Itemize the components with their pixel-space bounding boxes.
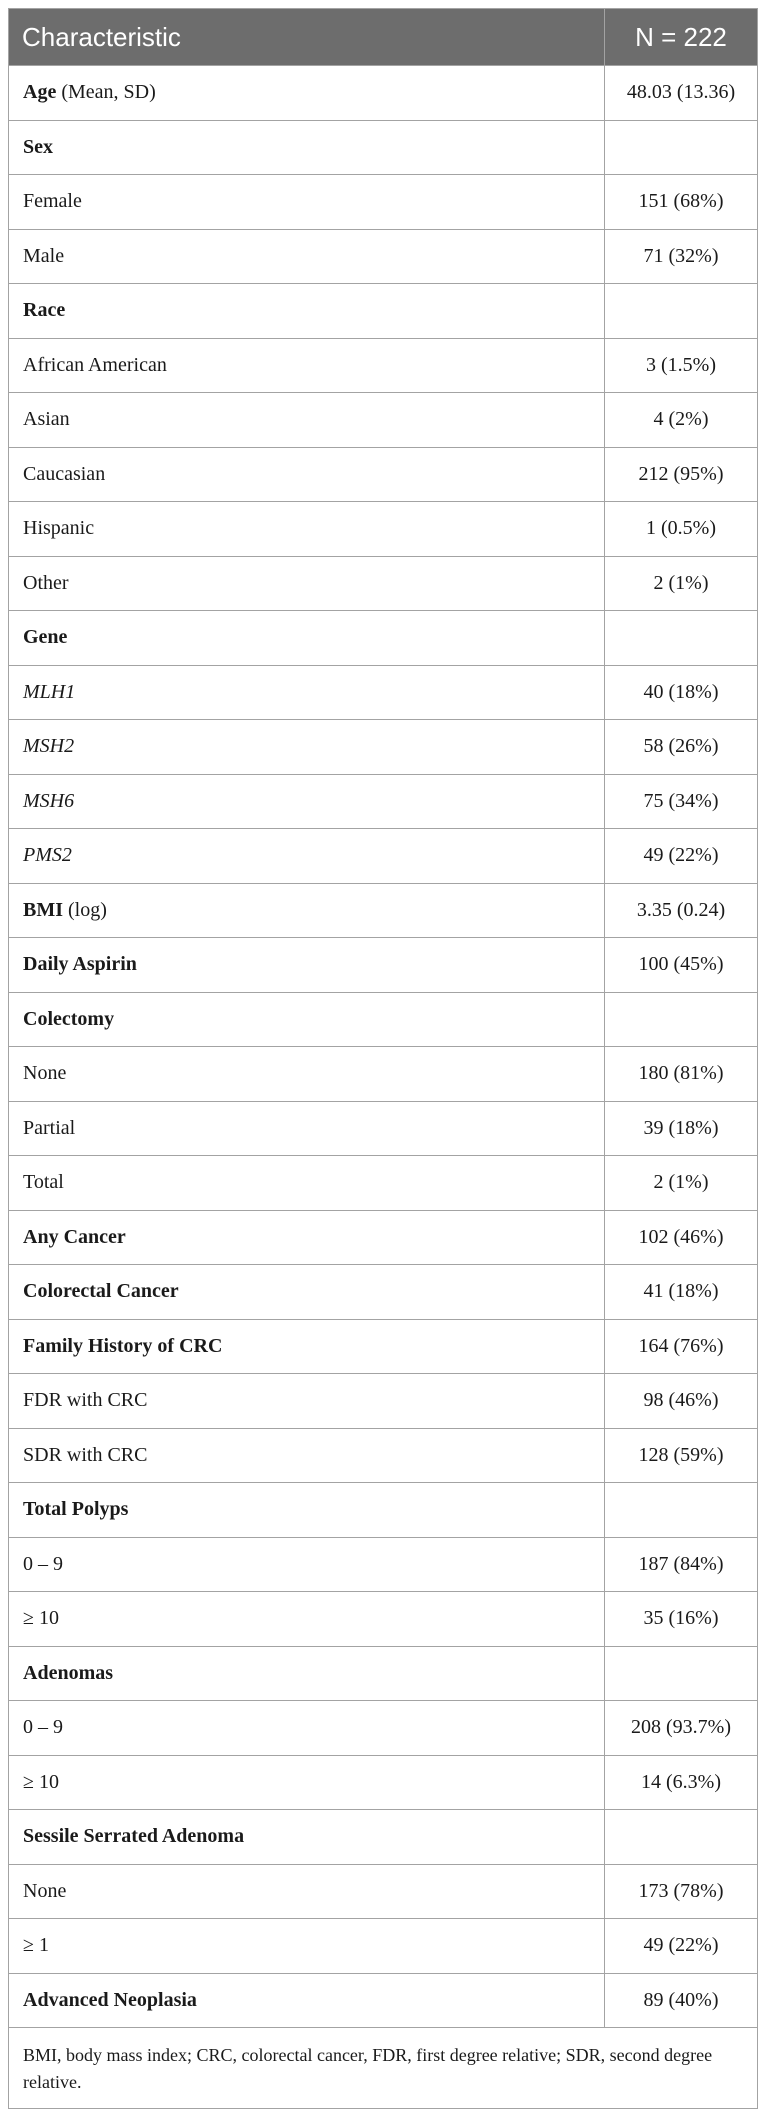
- table-body: [9, 65, 757, 2027]
- row-value: 2 (1%): [604, 1156, 757, 1210]
- table-header: [9, 9, 757, 65]
- row-label: Hispanic: [23, 517, 95, 540]
- row-label: Colorectal Cancer: [23, 1280, 179, 1303]
- row-label: Colectomy: [23, 1007, 115, 1030]
- row-characteristic: [9, 666, 604, 720]
- table-row: [9, 1864, 757, 1919]
- row-label-suffix: (Mean, SD): [56, 81, 156, 104]
- table-row: [9, 392, 757, 447]
- table-row: [9, 1809, 757, 1864]
- table-row: [9, 610, 757, 665]
- row-characteristic: [9, 1211, 604, 1265]
- row-characteristic: [9, 502, 604, 556]
- row-characteristic: [9, 1483, 604, 1537]
- table-row: [9, 1428, 757, 1483]
- row-label: ≥ 10: [23, 1770, 59, 1793]
- row-characteristic: [9, 1374, 604, 1428]
- row-characteristic: [9, 66, 604, 120]
- row-label: Other: [23, 571, 69, 594]
- row-value: [604, 1647, 757, 1701]
- row-value: 4 (2%): [604, 393, 757, 447]
- table-row: [9, 1101, 757, 1156]
- row-value: 49 (22%): [604, 1919, 757, 1973]
- row-value: 98 (46%): [604, 1374, 757, 1428]
- row-label: SDR with CRC: [23, 1443, 148, 1466]
- row-characteristic: [9, 1810, 604, 1864]
- row-value: 58 (26%): [604, 720, 757, 774]
- row-characteristic: [9, 884, 604, 938]
- row-label: ≥ 10: [23, 1607, 59, 1630]
- table-row: [9, 174, 757, 229]
- row-label: Any Cancer: [23, 1225, 126, 1248]
- table-row: [9, 1755, 757, 1810]
- row-value: 89 (40%): [604, 1974, 757, 2028]
- row-value: [604, 993, 757, 1047]
- row-label: Family History of CRC: [23, 1334, 223, 1357]
- row-value: 100 (45%): [604, 938, 757, 992]
- row-characteristic: [9, 557, 604, 611]
- table-row: [9, 1591, 757, 1646]
- row-value: 187 (84%): [604, 1538, 757, 1592]
- row-characteristic: [9, 1156, 604, 1210]
- row-characteristic: [9, 448, 604, 502]
- row-value: 102 (46%): [604, 1211, 757, 1265]
- row-characteristic: [9, 175, 604, 229]
- row-value: [604, 1810, 757, 1864]
- row-value: 208 (93.7%): [604, 1701, 757, 1755]
- table-row: [9, 1373, 757, 1428]
- table-row: [9, 229, 757, 284]
- row-value: 71 (32%): [604, 230, 757, 284]
- table-row: [9, 120, 757, 175]
- row-label: 0 – 9: [23, 1552, 63, 1575]
- row-label: Male: [23, 244, 65, 267]
- table-row: [9, 1482, 757, 1537]
- row-characteristic: [9, 1592, 604, 1646]
- row-characteristic: [9, 1047, 604, 1101]
- table-row: [9, 338, 757, 393]
- row-characteristic: [9, 1974, 604, 2028]
- row-characteristic: [9, 1647, 604, 1701]
- table-row: [9, 719, 757, 774]
- table-row: [9, 1155, 757, 1210]
- row-value: 48.03 (13.36): [604, 66, 757, 120]
- row-value: 151 (68%): [604, 175, 757, 229]
- row-label: Caucasian: [23, 462, 106, 485]
- row-value: [604, 1483, 757, 1537]
- row-value: 35 (16%): [604, 1592, 757, 1646]
- row-label: 0 – 9: [23, 1716, 63, 1739]
- row-characteristic: [9, 775, 604, 829]
- table-row: [9, 1210, 757, 1265]
- row-label: Age: [23, 81, 57, 104]
- table-row: [9, 65, 757, 120]
- row-value: 40 (18%): [604, 666, 757, 720]
- row-characteristic: [9, 393, 604, 447]
- row-value: 3 (1.5%): [604, 339, 757, 393]
- row-characteristic: [9, 1265, 604, 1319]
- row-label: Female: [23, 190, 82, 213]
- table-row: [9, 1973, 757, 2028]
- table-row: [9, 447, 757, 502]
- table-row: [9, 1646, 757, 1701]
- row-value: 164 (76%): [604, 1320, 757, 1374]
- table-row: [9, 883, 757, 938]
- header-n: N = 222: [604, 9, 757, 65]
- row-characteristic: [9, 1865, 604, 1919]
- row-value: [604, 121, 757, 175]
- row-label: MLH1: [23, 680, 76, 703]
- row-characteristic: [9, 284, 604, 338]
- table-row: [9, 992, 757, 1047]
- table-row: [9, 1046, 757, 1101]
- row-label: Asian: [23, 408, 70, 431]
- table-row: [9, 937, 757, 992]
- row-value: 3.35 (0.24): [604, 884, 757, 938]
- row-value: 14 (6.3%): [604, 1756, 757, 1810]
- row-characteristic: [9, 121, 604, 175]
- row-label: Adenomas: [23, 1661, 114, 1684]
- row-characteristic: [9, 993, 604, 1047]
- row-label-suffix: (log): [63, 898, 107, 921]
- row-characteristic: [9, 611, 604, 665]
- table-row: [9, 283, 757, 338]
- row-label: ≥ 1: [23, 1934, 49, 1957]
- row-characteristic: [9, 720, 604, 774]
- table-row: [9, 1700, 757, 1755]
- row-characteristic: [9, 230, 604, 284]
- row-characteristic: [9, 1756, 604, 1810]
- table-row: [9, 665, 757, 720]
- table-footnote: BMI, body mass index; CRC, colorectal cancer, FDR, first degree relative; SDR, second degree relative.: [9, 2027, 757, 2108]
- row-label: MSH2: [23, 735, 75, 758]
- table-row: [9, 774, 757, 829]
- row-label: Sex: [23, 135, 53, 158]
- table-row: [9, 1319, 757, 1374]
- row-label: Sessile Serrated Adenoma: [23, 1825, 245, 1848]
- row-characteristic: [9, 1102, 604, 1156]
- row-value: 41 (18%): [604, 1265, 757, 1319]
- table-row: [9, 1264, 757, 1319]
- row-value: 212 (95%): [604, 448, 757, 502]
- row-characteristic: [9, 339, 604, 393]
- row-label: Total: [23, 1171, 64, 1194]
- row-value: [604, 611, 757, 665]
- row-label: Gene: [23, 626, 68, 649]
- row-label: African American: [23, 353, 167, 376]
- table-row: [9, 828, 757, 883]
- row-value: 75 (34%): [604, 775, 757, 829]
- header-characteristic: Characteristic: [22, 21, 181, 52]
- row-label: Advanced Neoplasia: [23, 1988, 197, 2011]
- row-label: Total Polyps: [23, 1498, 129, 1521]
- characteristics-table: [8, 8, 758, 2109]
- row-value: 1 (0.5%): [604, 502, 757, 556]
- row-value: 49 (22%): [604, 829, 757, 883]
- row-label: Daily Aspirin: [23, 953, 137, 976]
- table-row: [9, 1918, 757, 1973]
- row-label: PMS2: [23, 844, 72, 867]
- row-characteristic: [9, 1320, 604, 1374]
- row-characteristic: [9, 1429, 604, 1483]
- row-label: BMI: [23, 898, 63, 921]
- table-row: [9, 501, 757, 556]
- row-label: None: [23, 1062, 67, 1085]
- row-value: 128 (59%): [604, 1429, 757, 1483]
- row-value: 173 (78%): [604, 1865, 757, 1919]
- row-value: 180 (81%): [604, 1047, 757, 1101]
- table-row: [9, 1537, 757, 1592]
- row-value: [604, 284, 757, 338]
- row-characteristic: [9, 1919, 604, 1973]
- table-row: [9, 556, 757, 611]
- row-characteristic: [9, 938, 604, 992]
- row-label: None: [23, 1879, 67, 1902]
- row-value: 2 (1%): [604, 557, 757, 611]
- row-label: MSH6: [23, 789, 75, 812]
- row-value: 39 (18%): [604, 1102, 757, 1156]
- row-characteristic: [9, 829, 604, 883]
- row-characteristic: [9, 1701, 604, 1755]
- row-characteristic: [9, 1538, 604, 1592]
- row-label: FDR with CRC: [23, 1389, 148, 1412]
- row-label: Partial: [23, 1116, 76, 1139]
- row-label: Race: [23, 299, 66, 322]
